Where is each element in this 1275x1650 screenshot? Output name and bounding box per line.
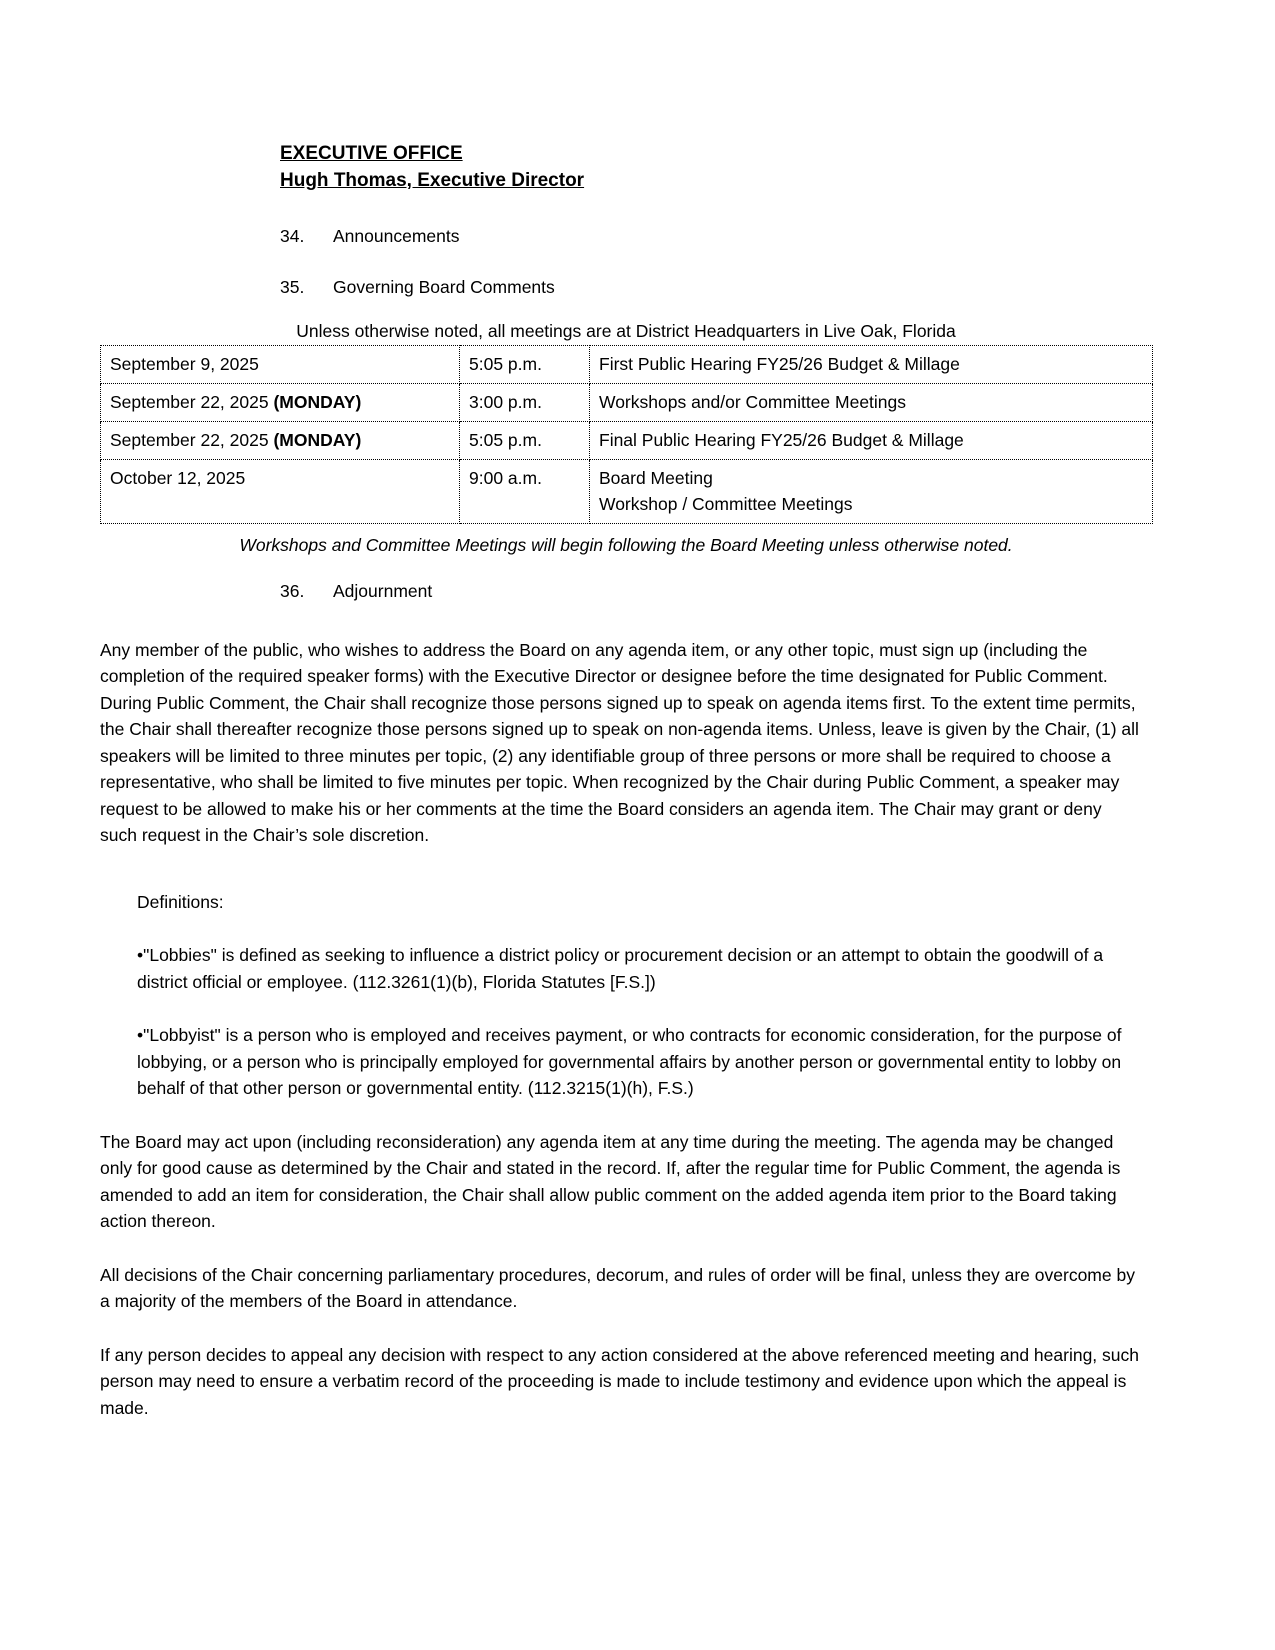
document-header bbox=[280, 140, 1155, 194]
table-row bbox=[101, 383, 1153, 421]
paragraph-chair-decisions: All decisions of the Chair concerning parliamentary procedures, decorum, and rules of order will be final, unless they are overcome by a majority of the members of the Board in attendance. bbox=[100, 1264, 1135, 1311]
definition-lobbies: •"Lobbies" is defined as seeking to influence a district policy or procurement decision or an attempt to obtain the goodwill of a district official or employee. (112.3261(1)(b), Florida Statutes [F.S.]) bbox=[137, 945, 1104, 992]
agenda-item-label: Governing Board Comments bbox=[333, 276, 555, 297]
definition-lobbyist: •"Lobbyist" is a person who is employed and receives payment, or who contracts for economic consideration, for the purpose of lobbying, or a person who is principally employed for governmental affairs by another person or governmental entity to lobby on behalf of that other person or governmental entity. (112.3215(1)(h), F.S.) bbox=[137, 1025, 1122, 1098]
paragraph-public-comment-rules: Any member of the public, who wishes to address the Board on any agenda item, or any other topic, must sign up (including the completion of the required speaker forms) with the Executive Director or designee before the time designated for Public Comment. During Public Comment, the Chair shall recognize those persons signed up to speak on agenda items first. To the extent time permits, the Chair shall thereafter recognize those persons signed up to speak on non-agenda items. Unless, leave is given by the Chair, (1) all speakers will be limited to three minutes per topic, (2) any identifiable group of three persons or more shall be required to choose a representative, who shall be limited to five minutes per topic. When recognized by the Chair during Public Comment, a speaker may request to be allowed to make his or her comments at the time the Board considers an agenda item. The Chair may grant or deny such request in the Chair’s sole discretion. bbox=[100, 639, 1139, 845]
agenda-item-governing-board-comments bbox=[280, 274, 1155, 301]
agenda-item-number: 35. bbox=[280, 276, 305, 297]
agenda-item-label: Announcements bbox=[333, 226, 460, 246]
definitions-heading: Definitions: bbox=[137, 891, 224, 912]
cell-time: 9:00 a.m. bbox=[460, 459, 590, 523]
cell-description: Workshops and/or Committee Meetings bbox=[590, 383, 1153, 421]
agenda-item-announcements bbox=[280, 223, 1155, 250]
cell-description bbox=[590, 459, 1153, 523]
table-row bbox=[101, 421, 1153, 459]
agenda-item-number: 36. bbox=[280, 581, 305, 601]
cell-description: Final Public Hearing FY25/26 Budget & Millage bbox=[590, 421, 1153, 459]
cell-description: First Public Hearing FY25/26 Budget & Millage bbox=[590, 345, 1153, 383]
cell-time: 3:00 p.m. bbox=[460, 383, 590, 421]
agenda-item-number: 34. bbox=[280, 226, 305, 246]
header-director-name: Hugh Thomas, Executive Director bbox=[280, 170, 585, 191]
meetings-footnote: Workshops and Committee Meetings will begin following the Board Meeting unless otherwise noted. bbox=[239, 534, 1013, 555]
description-line-2: Workshop / Committee Meetings bbox=[599, 493, 853, 514]
meetings-table bbox=[100, 345, 1153, 524]
cell-time: 5:05 p.m. bbox=[460, 345, 590, 383]
cell-date: September 22, 2025 (MONDAY) bbox=[101, 421, 460, 459]
table-row bbox=[101, 345, 1153, 383]
agenda-item-label: Adjournment bbox=[333, 581, 433, 601]
agenda-item-adjournment bbox=[280, 578, 1155, 605]
header-office-title: EXECUTIVE OFFICE bbox=[280, 143, 463, 164]
paragraph-appeal-notice: If any person decides to appeal any decision with respect to any action considered at the above referenced meeting and hearing, such person may need to ensure a verbatim record of the proceeding is made to include testimony and evidence upon which the appeal is made. bbox=[100, 1344, 1139, 1418]
table-row bbox=[101, 459, 1153, 523]
paragraph-board-action: The Board may act upon (including reconsideration) any agenda item at any time during the meeting. The agenda may be changed only for good cause as determined by the Chair and stated in the record. If, after the regular time for Public Comment, the agenda is amended to add an item for consideration, the Chair shall allow public comment on the added agenda item prior to the Board taking action thereon. bbox=[100, 1131, 1121, 1231]
cell-time: 5:05 p.m. bbox=[460, 421, 590, 459]
cell-date: October 12, 2025 bbox=[101, 459, 460, 523]
description-line-1: Board Meeting bbox=[599, 467, 713, 488]
cell-date: September 22, 2025 (MONDAY) bbox=[101, 383, 460, 421]
cell-date: September 9, 2025 bbox=[101, 345, 460, 383]
meetings-table-caption: Unless otherwise noted, all meetings are at District Headquarters in Live Oak, Florida bbox=[296, 321, 956, 341]
